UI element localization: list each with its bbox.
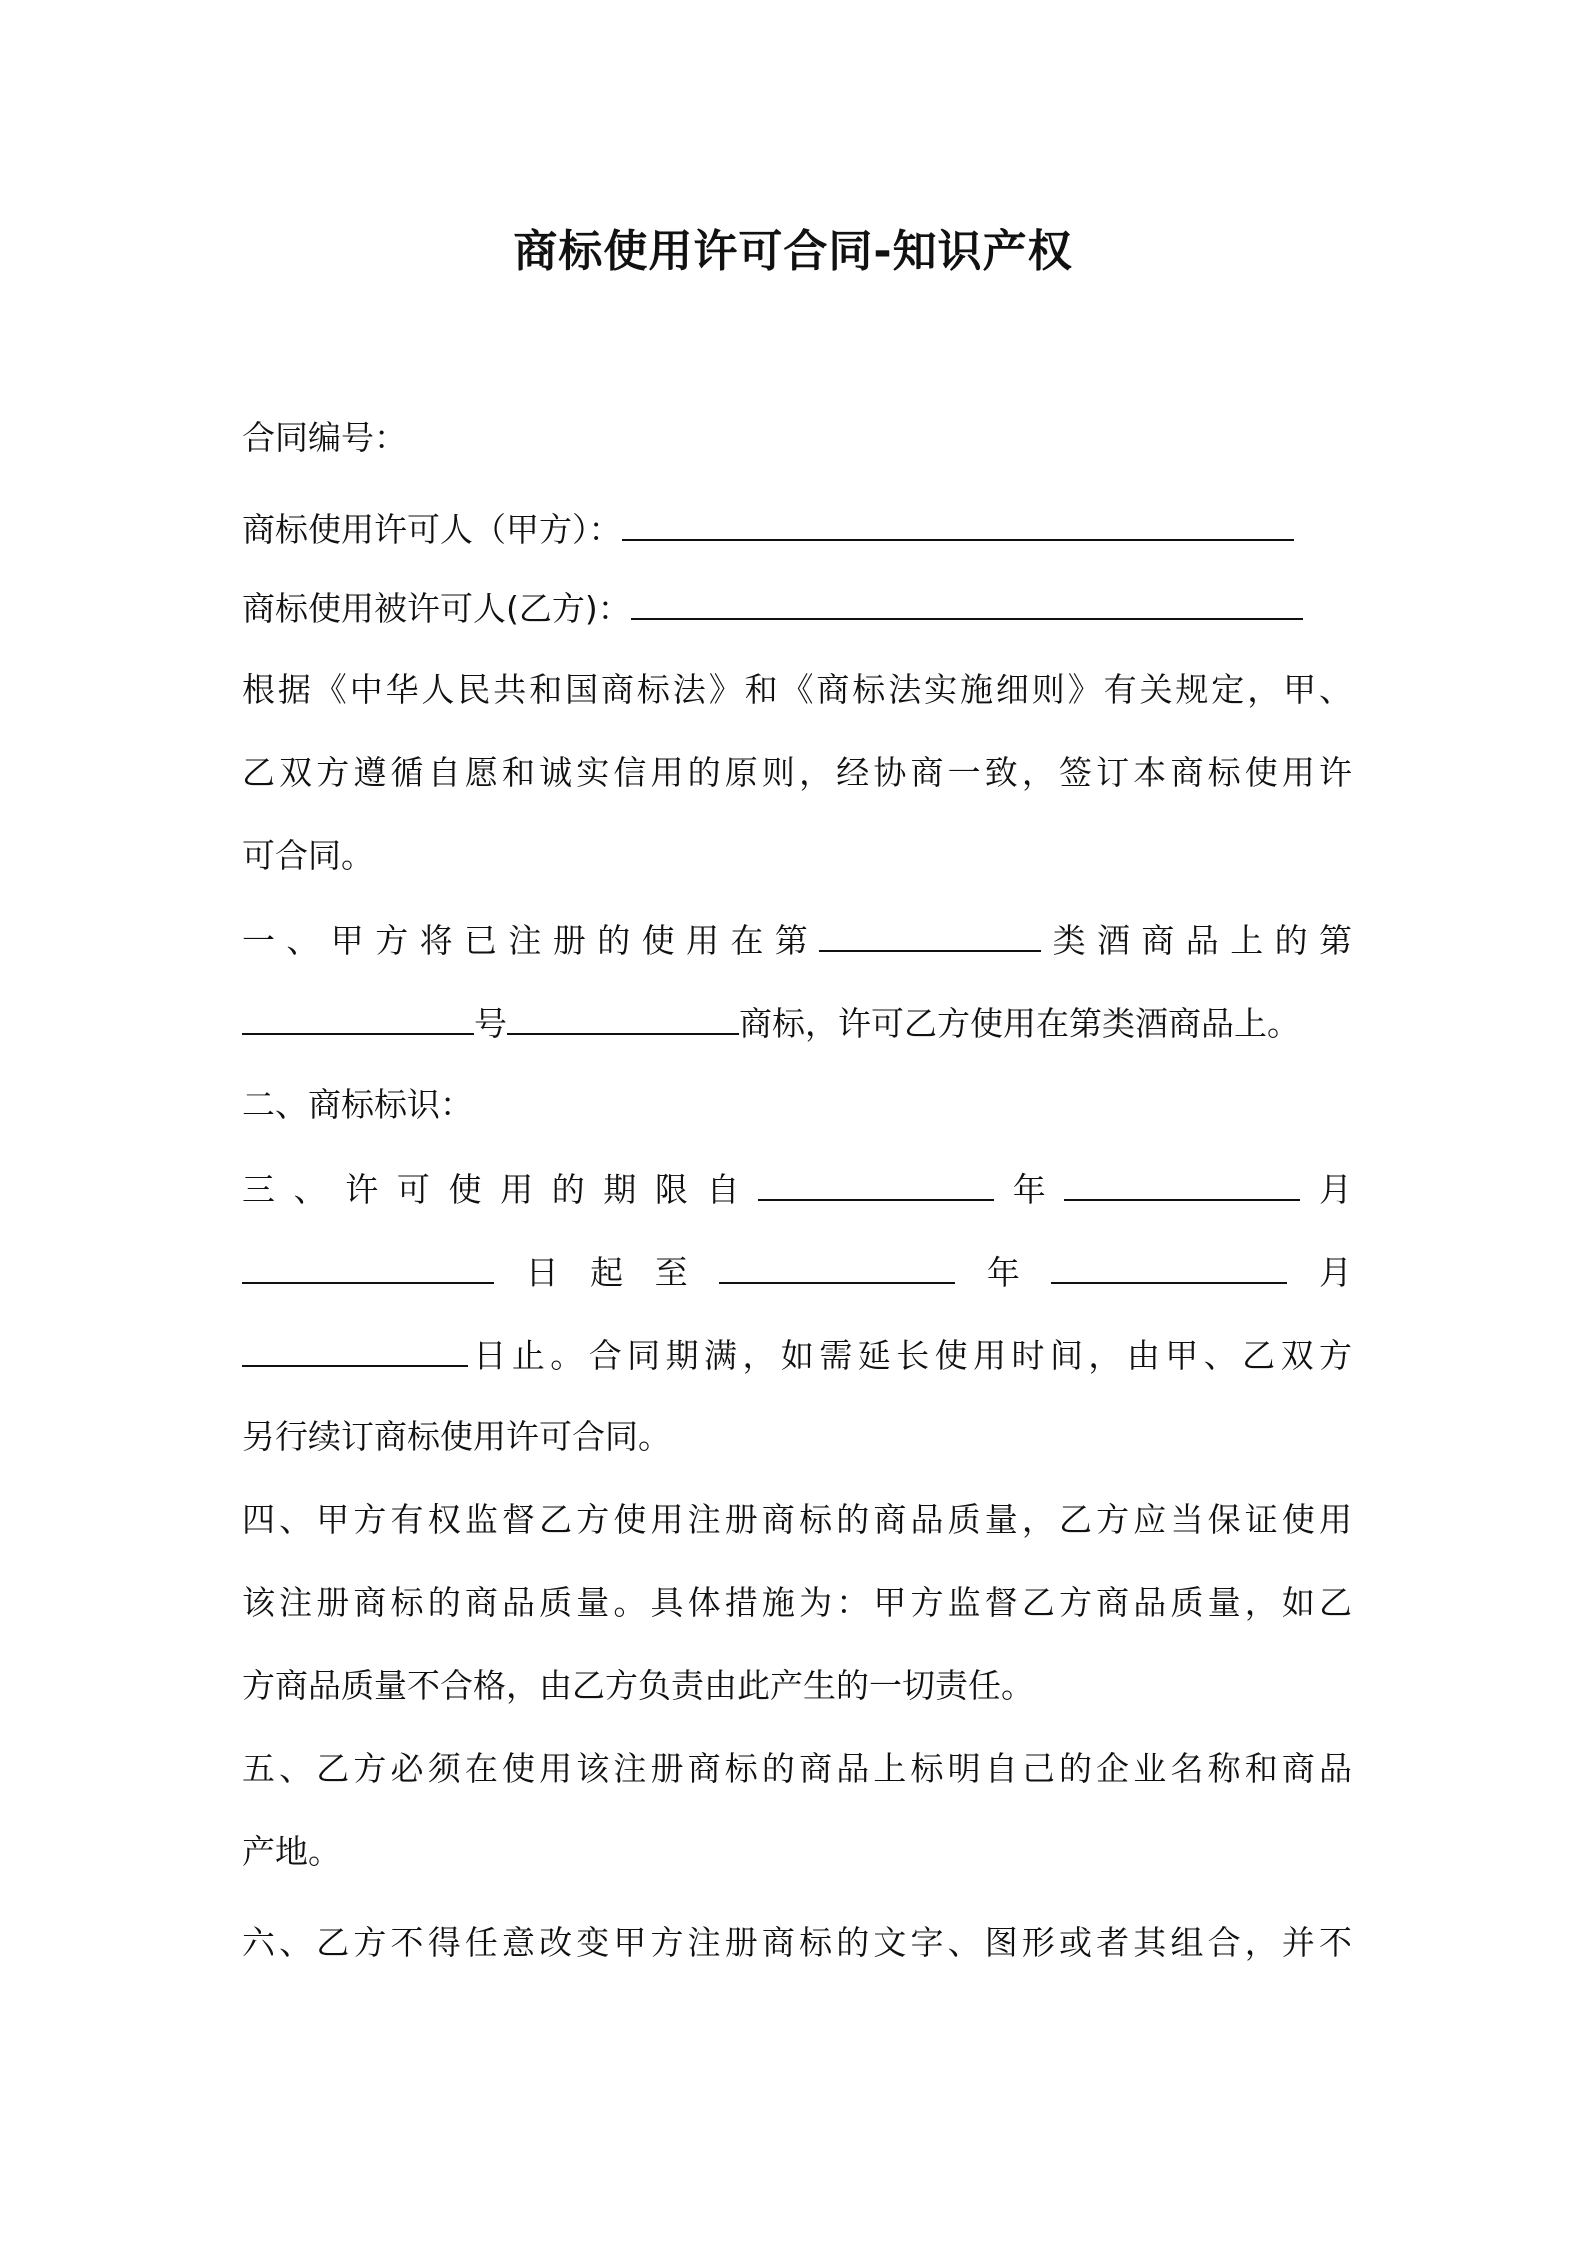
clause-1-text-b: 类酒商品上的第 [1041,921,1353,960]
clause-1-line-1 [242,914,1352,964]
clause-4-line-1: 四、甲方有权监督乙方使用注册商标的商品质量，乙方应当保证使用 [242,1500,1352,1539]
clause-2: 二、商标标识： [242,1085,473,1124]
clause-3-end-month-blank [1051,1246,1287,1284]
intro-paragraph-line-2: 乙双方遵循自愿和诚实信用的原则，经协商一致，签订本商标使用许 [242,753,1352,792]
clause-3-text-a: 三、许可使用的期限自 [242,1170,759,1209]
clause-3-month-label-2: 月 [1287,1253,1353,1292]
clause-3-end-day-blank [242,1329,468,1367]
clause-3-tail: 日止。合同期满，如需延长使用时间，由甲、乙双方 [468,1336,1352,1375]
clause-1-text-d: 商标，许可乙方使用在第类酒商品上。 [739,1004,1300,1043]
clause-5-line-2: 产地。 [242,1832,341,1871]
clause-3-line-2 [242,1246,1352,1296]
clause-3-year-label-1: 年 [994,1170,1065,1209]
clause-6-line-1: 六、乙方不得任意改变甲方注册商标的文字、图形或者其组合，并不 [242,1923,1352,1962]
contract-number-line [242,413,1352,463]
clause-3-start-day-blank [242,1246,494,1284]
clause-3-line-1 [242,1163,1352,1213]
clause-1-number-blank [242,997,474,1035]
document-title: 商标使用许可合同-知识产权 [513,226,1073,277]
clause-1-class-blank [819,914,1041,952]
licensor-label: 商标使用许可人（甲方）： [242,510,622,549]
licensee-blank [631,582,1303,620]
clause-1-line-2 [242,997,1352,1047]
clause-3-start-month-blank [1064,1163,1300,1201]
clause-1-mark-blank [507,997,739,1035]
clause-3-end-year-blank [719,1246,955,1284]
contract-number-label: 合同编号： [242,418,407,457]
clause-1-text-c: 号 [474,1004,507,1043]
intro-paragraph-line-1: 根据《中华人民共和国商标法》和《商标法实施细则》有关规定，甲、 [242,670,1352,709]
clause-3-day-from-label: 日起至 [494,1253,720,1292]
licensee-label: 商标使用被许可人(乙方)： [242,589,631,628]
clause-3-year-label-2: 年 [955,1253,1052,1292]
clause-3-line-4: 另行续订商标使用许可合同。 [242,1417,671,1456]
intro-paragraph-line-3: 可合同。 [242,836,374,875]
licensor-line [242,503,1352,553]
licensee-line [242,582,1352,632]
licensor-blank [622,503,1294,541]
clause-3-line-3 [242,1329,1352,1379]
clause-3-month-label-1: 月 [1300,1170,1353,1209]
clause-4-line-2: 该注册商标的商品质量。具体措施为：甲方监督乙方商品质量，如乙 [242,1583,1352,1622]
clause-4-line-3: 方商品质量不合格，由乙方负责由此产生的一切责任。 [242,1666,1034,1705]
clause-5-line-1: 五、乙方必须在使用该注册商标的商品上标明自己的企业名称和商品 [242,1749,1352,1788]
clause-1-text-a: 一、甲方将已注册的使用在第 [242,921,820,960]
clause-3-start-year-blank [758,1163,994,1201]
